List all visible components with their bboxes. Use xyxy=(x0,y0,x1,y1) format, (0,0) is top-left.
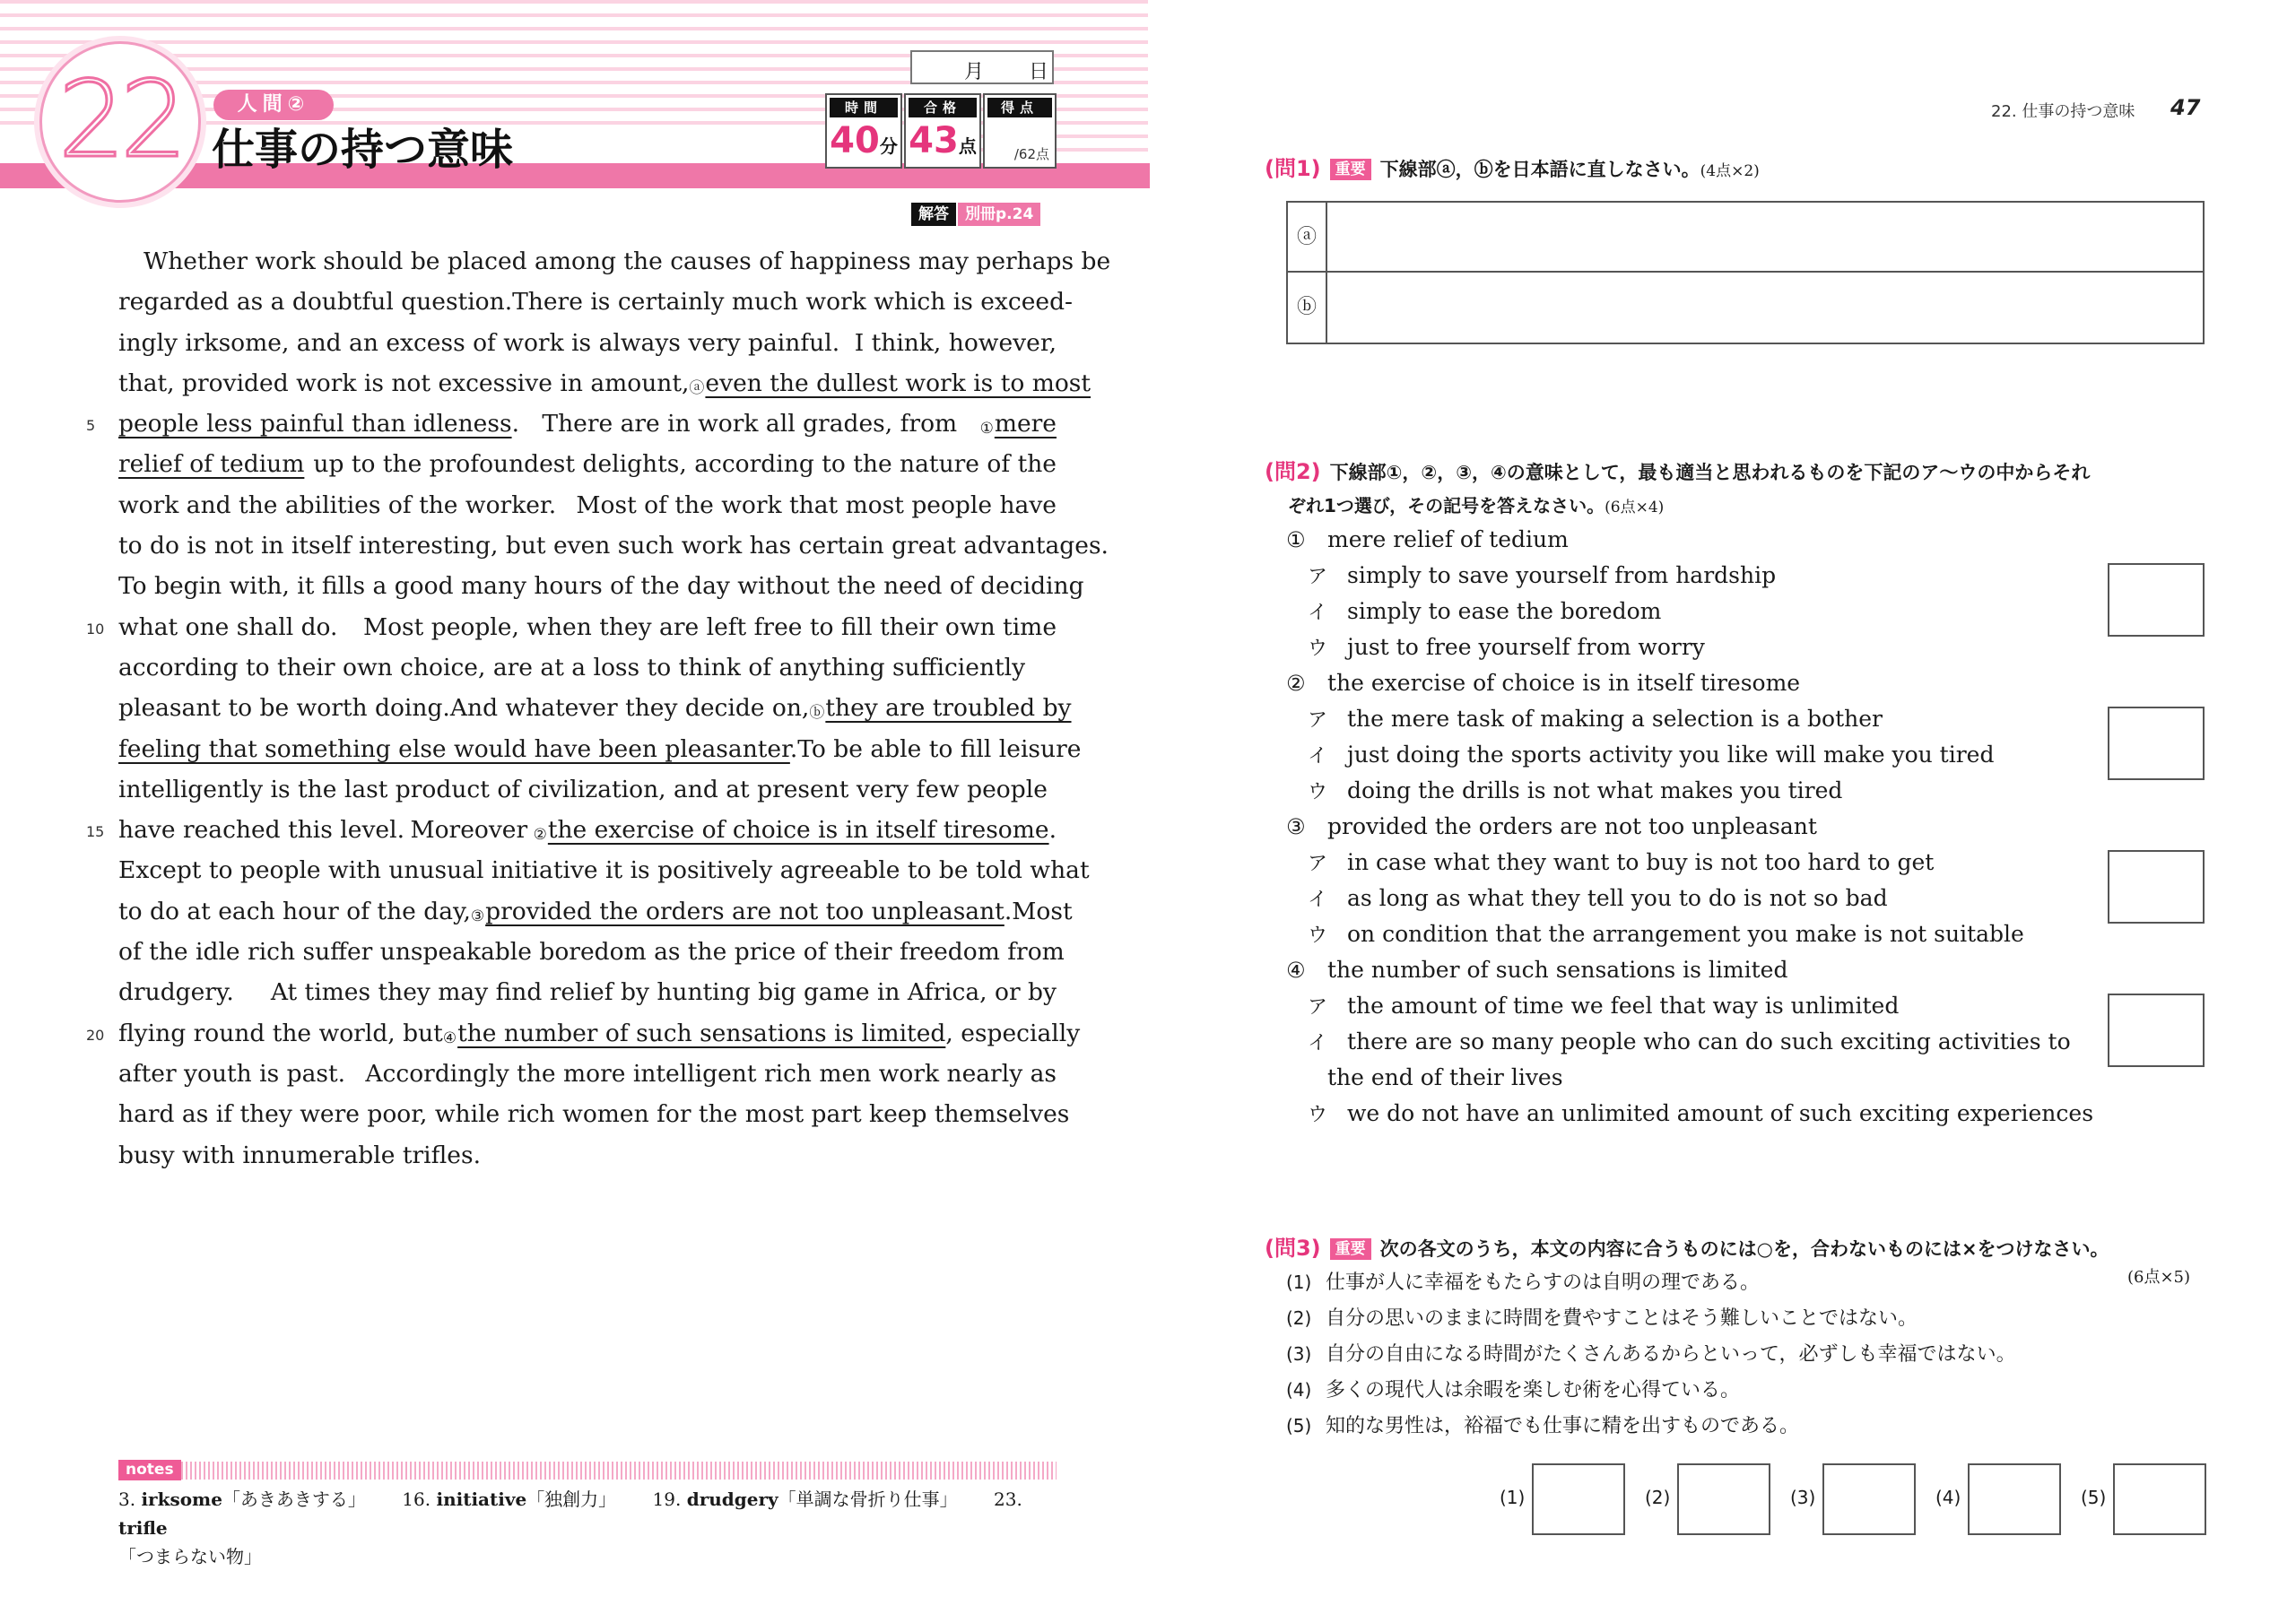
note-item: 3. irksome「あきあきする」 xyxy=(118,1488,366,1510)
question-2-label: (問2) xyxy=(1265,459,1321,484)
line-number: 10 xyxy=(86,620,105,638)
passage-line: ingly irksome, and an excess of work is always very painful. I think, however, xyxy=(118,328,1057,357)
note-item: 19. drudgery「単調な骨折り仕事」 xyxy=(652,1488,958,1510)
passage-line: that, provided work is not excessive in amount, ⓐeven the dullest work is to most xyxy=(118,369,1091,397)
statement: (5) 知的な男性は，裕福でも仕事に精を出すものである。 xyxy=(1286,1415,1800,1437)
passage-line: hard as if they were poor, while rich women for the most part keep themselves xyxy=(118,1100,1070,1129)
lesson-number: 22 xyxy=(57,57,183,181)
underline-marker-2: ② xyxy=(533,826,547,845)
pass-value: 43 xyxy=(909,120,959,161)
time-box xyxy=(825,93,902,169)
page-title: 仕事の持つ意味 xyxy=(212,125,514,175)
option: ア simply to save yourself from hardship xyxy=(1308,562,1777,588)
underline-1: mere xyxy=(994,410,1057,438)
underline-b-cont: feeling that something else would have been pleasanter xyxy=(118,734,790,763)
question-2-points: (6点×4) xyxy=(1605,499,1665,516)
underline-marker-b: ⓑ xyxy=(809,704,825,723)
option: ウ doing the drills is not what makes you tired xyxy=(1308,777,1843,803)
underline-marker-a: ⓐ xyxy=(689,378,705,397)
passage-line: intelligently is the last product of civilization, and at present very few people xyxy=(118,775,1048,803)
line-number: 15 xyxy=(86,823,105,841)
passage-line: to do is not in itself interesting, but even such work has certain great advantages. xyxy=(118,532,1109,560)
question-3-heading xyxy=(1265,1230,2109,1262)
answer-row-a[interactable]: ⓐ xyxy=(1288,203,2203,273)
answer-box-q2-3[interactable] xyxy=(2108,850,2205,924)
time-unit: 分 xyxy=(879,135,898,157)
notes-bar xyxy=(118,1462,1057,1480)
statement: (3) 自分の自由になる時間がたくさんあるからといって，必ずしも幸福ではない。 xyxy=(1286,1343,2016,1366)
statement: (4) 多くの現代人は余暇を楽しむ術を心得ている。 xyxy=(1286,1379,1741,1402)
option: ア the amount of time we feel that way is unlimited xyxy=(1308,993,1900,1019)
question-2-instruction: 下線部①，②，③，④の意味として，最も適当と思われるものを下記のア〜ウの中からそれ xyxy=(1329,462,2091,483)
passage-line: 15 have reached this level. Moreover ②the exercise of choice is in itself tiresome. xyxy=(118,812,1057,853)
passage-line: to do at each hour of the day, ③provided the orders are not too unpleasant. Most xyxy=(118,897,1073,925)
underline-4: the number of such sensations is limited xyxy=(457,1019,946,1047)
option: イ just doing the sports activity you like will make you tired xyxy=(1308,742,1995,768)
line-number: 5 xyxy=(86,417,96,435)
answer-box-q2-4[interactable] xyxy=(2108,994,2205,1067)
note-continuation: 「つまらない物」 xyxy=(118,1546,262,1567)
question-1-instruction: 下線部ⓐ，ⓑを日本語に直しなさい。 xyxy=(1379,159,1700,180)
time-label: 時間 xyxy=(830,98,898,117)
note-item: 23. trifle xyxy=(118,1488,1022,1539)
question-2-heading-cont: ぞれ1つ選び，その記号を答えなさい。(6点×4) xyxy=(1288,495,1665,516)
passage-line: busy with innumerable trifles. xyxy=(118,1141,481,1169)
answer-box-q3-1[interactable] xyxy=(1532,1463,1625,1535)
time-value: 40 xyxy=(830,120,880,161)
option: ウ on condition that the arrangement you make is not suitable xyxy=(1308,921,2024,947)
question-2-heading xyxy=(1265,454,2090,485)
underline-2: the exercise of choice is in itself tiresome xyxy=(547,816,1049,845)
option: ウ just to free yourself from worry xyxy=(1308,634,1705,660)
important-badge: 重要 xyxy=(1330,159,1371,180)
statement: (2) 自分の思いのままに時間を費やすことはそう難しいことではない。 xyxy=(1286,1307,1918,1330)
passage-line: To begin with, it fills a good many hours of the day without the need of deciding xyxy=(118,572,1084,601)
passage-line: regarded as a doubtful question. There is certainly much work which is exceed- xyxy=(118,288,1073,317)
option-continuation: the end of their lives xyxy=(1327,1064,1563,1090)
passage-line: drudgery. At times they may find relief by hunting big game in Africa, or by xyxy=(118,978,1057,1007)
score-box[interactable] xyxy=(983,93,1057,169)
notes-label: notes xyxy=(118,1460,181,1480)
box-label-1: (1) xyxy=(1500,1487,1526,1508)
answer-box-q3-5[interactable] xyxy=(2113,1463,2206,1535)
answer-box-q3-4[interactable] xyxy=(1968,1463,2061,1535)
underline-1-cont: relief of tedium xyxy=(118,450,305,479)
option: イ as long as what they tell you to do is not so bad xyxy=(1308,885,1888,911)
reading-passage xyxy=(86,244,1111,1178)
running-head: 22. 仕事の持つ意味 xyxy=(1991,102,2135,121)
passage-line: Whether work should be placed among the causes of happiness may perhaps be xyxy=(144,247,1111,275)
passage-line: relief of tedium up to the profoundest delights, according to the nature of the xyxy=(118,447,1057,487)
passage-line: according to their own choice, are at a loss to think of anything sufficiently xyxy=(118,653,1026,681)
line-number: 20 xyxy=(86,1026,105,1044)
question-3-instruction: 次の各文のうち，本文の内容に合うものには○を，合わないものには×をつけなさい。 xyxy=(1379,1238,2109,1260)
item-1: ① mere relief of tedium xyxy=(1286,526,1569,552)
pass-box xyxy=(904,93,981,169)
category-tag: 人間② xyxy=(213,90,334,120)
option: ア the mere task of making a selection is a bother xyxy=(1308,706,1883,732)
day-label: 日 xyxy=(1029,61,1049,83)
option: イ simply to ease the boredom xyxy=(1308,598,1662,624)
page-number: 47 xyxy=(2170,95,2201,120)
question-3-statements xyxy=(1286,1264,2016,1444)
option: ア in case what they want to buy is not too hard to get xyxy=(1308,849,1935,875)
question-1-points: (4点×2) xyxy=(1700,162,1760,180)
underline-b: they are troubled by xyxy=(825,694,1072,723)
answer-box-q2-1[interactable] xyxy=(2108,563,2205,637)
passage-line: pleasant to be worth doing. And whatever they decide on, ⓑthey are troubled by xyxy=(118,694,1072,723)
pass-label: 合格 xyxy=(909,98,977,117)
question-2-items xyxy=(1286,522,2237,1132)
answer-label: 解答 xyxy=(911,203,956,226)
notes xyxy=(118,1485,1060,1571)
answer-table-q1 xyxy=(1286,201,2205,344)
statement: (1) 仕事が人に幸福をもたらすのは自明の理である。 xyxy=(1286,1271,1761,1294)
box-label-3: (3) xyxy=(1790,1487,1816,1508)
box-label-4: (4) xyxy=(1935,1487,1961,1508)
score-total: /62点 xyxy=(1013,146,1049,162)
underline-marker-4: ④ xyxy=(442,1028,457,1047)
passage-line: feeling that something else would have been pleasanter. To be able to fill leisure xyxy=(118,734,1082,763)
passage-line: work and the abilities of the worker. Most of the work that most people have xyxy=(118,490,1057,519)
box-label-2: (2) xyxy=(1645,1487,1671,1508)
passage-line: 5 people less painful than idleness. There are in work all grades, from ①mere xyxy=(118,406,1057,447)
question-3-points: (6点×5) xyxy=(2127,1268,2191,1287)
note-item: 16. initiative「独創力」 xyxy=(402,1488,617,1510)
question-1-heading xyxy=(1265,151,1760,182)
answer-box-q2-2[interactable] xyxy=(2108,707,2205,780)
question-1-label: (問1) xyxy=(1265,156,1321,181)
pass-unit: 点 xyxy=(958,135,977,157)
underline-a: even the dullest work is to most xyxy=(705,369,1091,397)
passage-line: Except to people with unusual initiative it is positively agreeable to be told what xyxy=(118,856,1090,885)
answer-box-q3-3[interactable] xyxy=(1822,1463,1916,1535)
item-2: ② the exercise of choice is in itself tiresome xyxy=(1286,670,1801,696)
answer-reference xyxy=(911,203,1040,226)
box-label-5: (5) xyxy=(2081,1487,2107,1508)
underline-marker-3: ③ xyxy=(470,907,485,925)
item-3: ③ provided the orders are not too unpleasant xyxy=(1286,813,1817,839)
answer-page: 別冊p.24 xyxy=(958,203,1040,226)
question-3-label: (問3) xyxy=(1265,1236,1321,1261)
important-badge: 重要 xyxy=(1330,1238,1371,1260)
passage-line: after youth is past. Accordingly the more intelligent rich men work nearly as xyxy=(118,1059,1057,1088)
answer-box-q3-2[interactable] xyxy=(1677,1463,1770,1535)
answer-row-b[interactable]: ⓑ xyxy=(1288,273,2203,343)
passage-line: 10 what one shall do. Most people, when they are left free to fill their own time xyxy=(118,610,1057,650)
underline-3: provided the orders are not too unpleasant xyxy=(485,897,1004,925)
score-label: 得点 xyxy=(987,98,1052,117)
option: イ there are so many people who can do such exciting activities to xyxy=(1308,1028,2071,1055)
underline-a-cont: people less painful than idleness xyxy=(118,410,512,438)
date-field[interactable] xyxy=(910,50,1054,84)
passage-line: 20 flying round the world, but ④the number of such sensations is limited, especially xyxy=(118,1016,1057,1056)
passage-line: of the idle rich suffer unspeakable boredom as the price of their freedom from xyxy=(118,938,1065,967)
option: ウ we do not have an unlimited amount of such exciting experiences xyxy=(1308,1100,2094,1126)
month-label: 月 xyxy=(964,61,985,83)
underline-marker-1: ① xyxy=(979,420,994,438)
item-4: ④ the number of such sensations is limited xyxy=(1286,957,1788,983)
